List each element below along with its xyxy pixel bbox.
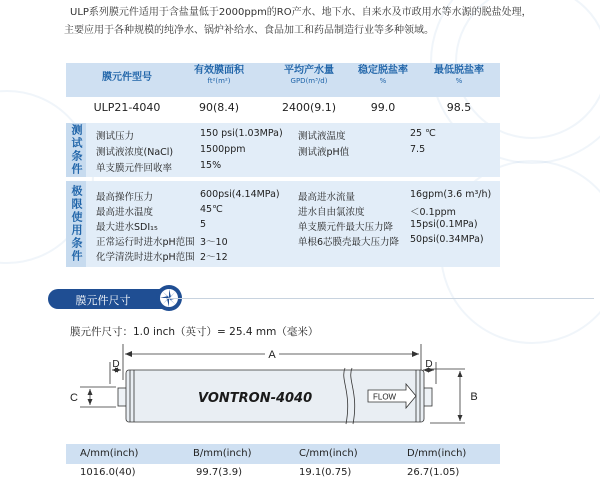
dim-cell-c: 19.1(0.75): [299, 467, 352, 478]
spec-cell-min: 98.5: [446, 101, 472, 114]
dim-cell-d: 26.7(1.05): [407, 467, 460, 478]
limit-name: 单根6芯膜壳最大压力降: [298, 237, 400, 248]
limit-name: 最大进水SDI₁₅: [96, 222, 158, 233]
flow-label: FLOW: [373, 392, 397, 402]
dim-header-b: B/mm(inch): [193, 448, 252, 459]
membrane-element-diagram: [60, 340, 500, 440]
section-divider: [166, 298, 594, 299]
unit-note: 膜元件尺寸：1.0 inch（英寸）= 25.4 mm（毫米）: [70, 326, 319, 338]
limit-value: 600psi(4.14MPa): [200, 189, 280, 200]
test-conditions-label: 测试条件: [66, 123, 86, 177]
test-param-value: 15%: [200, 160, 222, 171]
limit-name: 最高进水流量: [298, 192, 356, 203]
test-param-name: 单支膜元件回收率: [96, 163, 173, 174]
dim-label-d-left: D: [112, 359, 120, 370]
test-param-name: 测试液pH值: [298, 147, 350, 158]
limit-name: 正常运行时进水pH范围: [96, 237, 195, 248]
dim-label-a: A: [268, 349, 276, 361]
dim-header-a: A/mm(inch): [80, 448, 139, 459]
intro-line-2: 主要应用于各种规模的纯净水、锅炉补给水、食品加工和药品制造行业等多种领域。: [64, 25, 434, 36]
limit-name: 化学清洗时进水pH范围: [96, 252, 195, 263]
limit-value: 5: [200, 219, 207, 230]
brand-label: VONTRON-4040: [198, 391, 313, 406]
limits-label: 极限使用条件: [66, 181, 86, 267]
spec-header-min-rejection: 最低脱盐率 %: [434, 65, 484, 85]
test-param-name: 测试液浓度(NaCl): [96, 147, 174, 158]
limit-name: 进水自由氯浓度: [298, 207, 365, 218]
test-param-value: 25 ℃: [410, 128, 436, 139]
spec-cell-stable: 99.0: [370, 101, 396, 114]
dim-label-b: B: [470, 391, 478, 403]
test-param-value: 7.5: [410, 144, 426, 155]
intro-line-1: ULP系列膜元件适用于含盐量低于2000ppm的RO产水、地下水、自来水及市政用水等水源的脱盐处理，: [70, 7, 532, 18]
dim-cell-b: 99.7(3.9): [196, 467, 242, 478]
limits-section: [66, 181, 500, 267]
dim-header-d: D/mm(inch): [407, 448, 467, 459]
spec-cell-flow: 2400(9.1): [281, 101, 337, 114]
spec-cell-area: 90(8.4): [198, 101, 240, 114]
limit-value: 3～10: [200, 237, 228, 248]
intro-text: [64, 4, 590, 40]
dimensions-section-title: [48, 289, 166, 309]
test-param-name: 测试压力: [96, 131, 135, 142]
test-param-value: 150 psi(1.03MPa): [200, 128, 283, 139]
dim-cell-a: 1016.0(40): [80, 467, 136, 478]
test-param-name: 测试液温度: [298, 131, 346, 142]
limit-name: 最高进水温度: [96, 207, 154, 218]
dimensions-title-text: 膜元件尺寸: [75, 294, 131, 307]
dim-label-d-right: D: [425, 359, 433, 370]
test-param-value: 1500ppm: [200, 144, 246, 155]
dim-header-c: C/mm(inch): [299, 448, 358, 459]
limit-name: 最高操作压力: [96, 192, 154, 203]
limit-value: 15psi(0.1MPa): [410, 219, 478, 230]
spec-header-flow: 平均产水量 GPD(m³/d): [284, 65, 334, 85]
limit-name: 单支膜元件最大压力降: [298, 222, 394, 233]
spec-header-model: 膜元件型号: [102, 72, 152, 83]
dimension-table: [66, 444, 500, 478]
limit-value: ＜0.1ppm: [410, 207, 456, 218]
limit-value: 2～12: [200, 252, 228, 263]
test-conditions-section: [66, 123, 500, 177]
spec-header-area: 有效膜面积 ft²(m²): [194, 65, 244, 85]
limit-value: 50psi(0.34MPa): [410, 234, 484, 245]
dim-label-c: C: [70, 392, 78, 404]
spec-table-row: [66, 97, 500, 121]
spec-cell-model: ULP21-4040: [93, 101, 161, 114]
spec-header-stable-rejection: 稳定脱盐率 %: [358, 65, 408, 85]
limit-value: 16gpm(3.6 m³/h): [410, 189, 492, 200]
limit-value: 45℃: [200, 204, 223, 215]
spec-table-header: [66, 63, 500, 97]
